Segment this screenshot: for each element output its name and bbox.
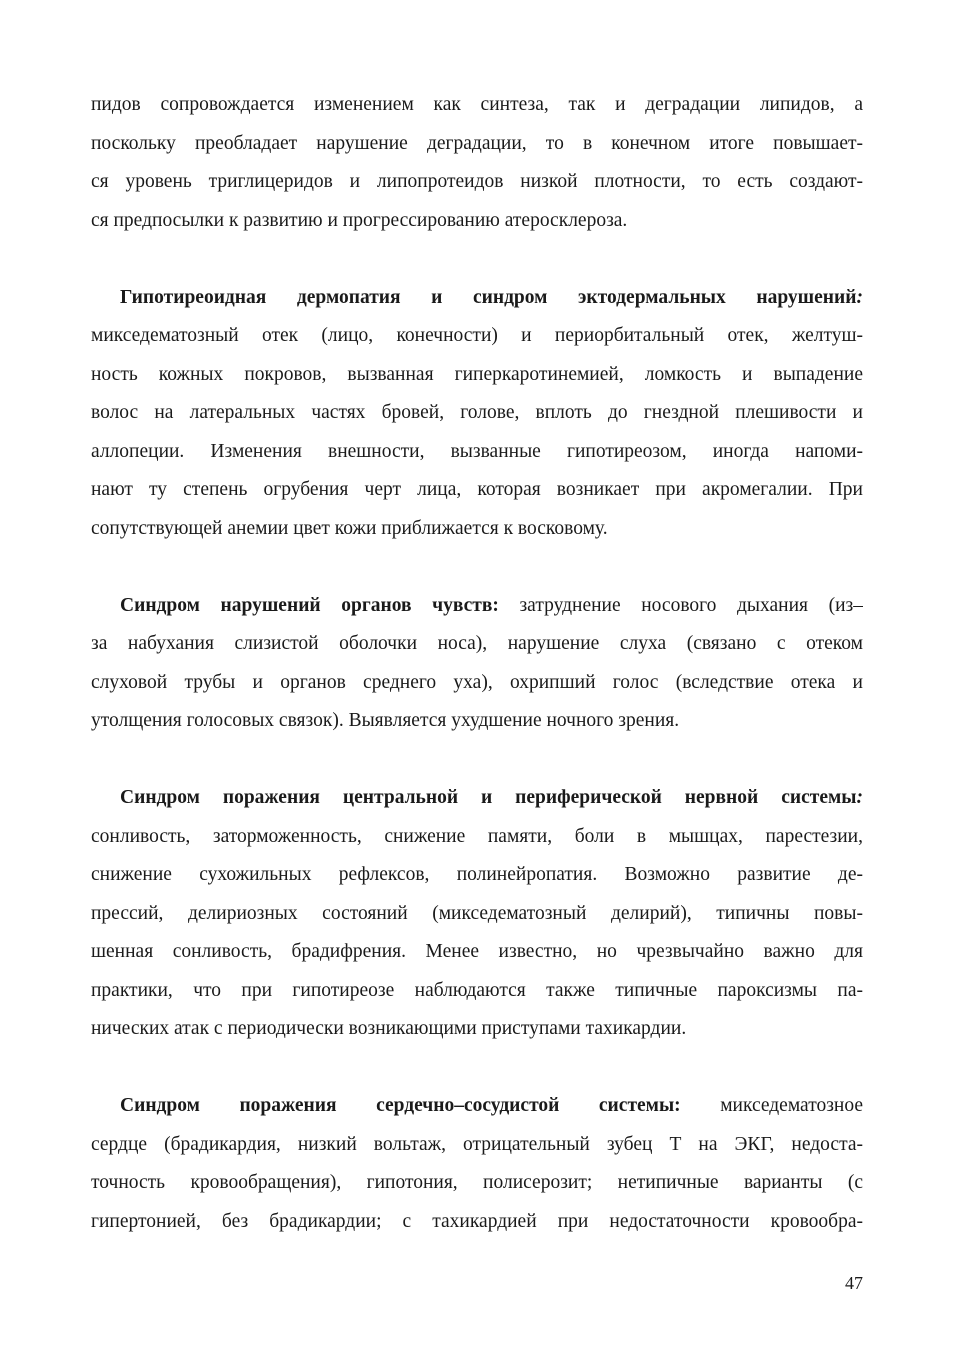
- text-line: волос на латеральных частях бровей, голове, вплоть до гнездной плешивости и: [91, 402, 863, 423]
- text-line: сопутствующей анемии цвет кожи приближается к восковому.: [91, 517, 608, 539]
- heading-colon: :: [856, 286, 863, 308]
- section-heading-line: [91, 279, 863, 318]
- section-nervous-system: [91, 779, 863, 1049]
- text-line: нают ту степень огрубения черт лица, которая возникает при акромегалии. При: [91, 479, 863, 500]
- text-line: сонливость, заторможенность, снижение памяти, боли в мышцах, парестезии,: [91, 825, 863, 847]
- text-line: поскольку преобладает нарушение деградации, то в конечном итоге повышает-: [91, 132, 863, 154]
- heading-colon: :: [856, 787, 863, 808]
- text-line: микседематозный отек (лицо, конечности) и периорбитальный отек, желтуш-: [91, 325, 863, 346]
- text-line: сердце (брадикардия, низкий вольтаж, отрицательный зубец Т на ЭКГ, недоста-: [91, 1133, 863, 1155]
- text-line: аллопеции. Изменения внешности, вызванные гипотиреозом, иногда напоми-: [91, 440, 863, 462]
- text-line: слуховой трубы и органов среднего уха), охрипший голос (вследствие отека и: [91, 671, 863, 693]
- text-line: пидов сопровождается изменением как синтеза, так и деградации липидов, а: [91, 94, 863, 115]
- text-line: снижение сухожильных рефлексов, полинейропатия. Возможно развитие де-: [91, 864, 863, 885]
- text-line: шенная сонливость, брадифрения. Менее известно, но чрезвычайно важно для: [91, 941, 863, 962]
- intro-paragraph: [91, 86, 863, 240]
- text-line: гипертонией, без брадикардии; с тахикардией при недостаточности кровообра-: [91, 1210, 863, 1232]
- section-heading: Синдром нарушений органов чувств:: [120, 594, 499, 616]
- text-line: ся предпосылки к развитию и прогрессированию атеросклероза.: [91, 209, 628, 231]
- text-line: прессий, делириозных состояний (микседематозный делирий), типичны повы-: [91, 902, 863, 924]
- text-line: за набухания слизистой оболочки носа), нарушение слуха (связано с отеком: [91, 633, 863, 654]
- section-heading: Синдром поражения центральной и периферической нервной системы: [120, 787, 857, 808]
- paragraph-gap: [91, 548, 863, 587]
- text-line: утолщения голосовых связок). Выявляется ухудшение ночного зрения.: [91, 710, 680, 731]
- text-fragment: микседематозное: [680, 1095, 863, 1116]
- text-fragment: затруднение носового дыхания (из–: [498, 594, 863, 616]
- paragraph-gap: [91, 240, 863, 279]
- text-line: практики, что при гипотиреозе наблюдаются также типичные пароксизмы па-: [91, 979, 863, 1001]
- section-heading-line: [91, 1087, 863, 1126]
- section-heading-line: [91, 779, 863, 818]
- section-heading: Синдром поражения сердечно–сосудистой системы:: [120, 1095, 681, 1116]
- section-heading: Гипотиреоидная дермопатия и синдром эктодермальных нарушений: [120, 286, 857, 308]
- paragraph-gap: [91, 741, 863, 780]
- section-dermopathy: [91, 279, 863, 549]
- text-line: нических атак с периодически возникающими приступами тахикардии.: [91, 1018, 687, 1039]
- page-number: 47: [845, 1273, 863, 1293]
- section-heading-line: [91, 587, 863, 626]
- page-body: [91, 86, 863, 1241]
- paragraph-gap: [91, 1049, 863, 1088]
- section-cardiovascular: [91, 1087, 863, 1241]
- section-senses: [91, 587, 863, 741]
- text-line: ность кожных покровов, вызванная гиперкаротинемией, ломкость и выпадение: [91, 363, 863, 385]
- text-line: ся уровень триглицеридов и липопротеидов низкой плотности, то есть создают-: [91, 171, 863, 192]
- text-line: точность кровообращения), гипотония, полисерозит; нетипичные варианты (с: [91, 1172, 863, 1193]
